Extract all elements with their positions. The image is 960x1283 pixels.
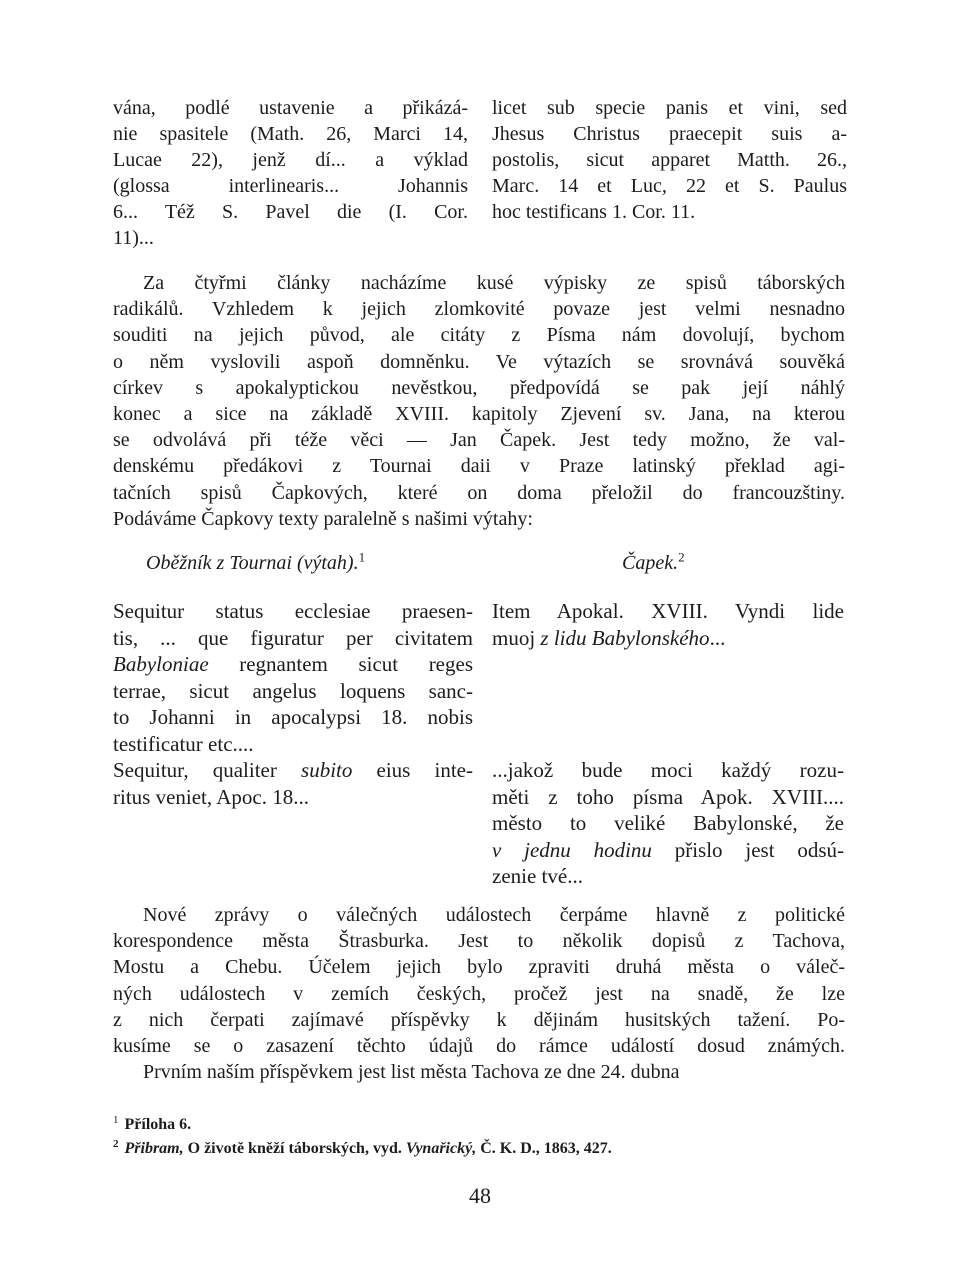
footnote-ref: 2 (678, 549, 685, 565)
text-line: zenie tvé... (492, 864, 583, 888)
text-line: (glossa interlinearis... Johannis (113, 175, 468, 197)
text-line: město to veliké Babylonské, že (492, 811, 844, 835)
text-line: radikálů. Vzhledem k jejich zlomkovité povaze jest velmi nesnadno (113, 298, 845, 321)
text-line: Podáváme Čapkovy texty paralelně s našimi výtahy: (113, 507, 533, 530)
text-fragment: ... (709, 625, 726, 650)
paragraph-intro (113, 270, 845, 532)
text-line: denskému předákovi z Tournai daii v Praze latinský překlad agi- (113, 455, 845, 478)
text-line: tis, ... que figuratur per civitatem (113, 625, 473, 650)
italic-word: subito (301, 758, 353, 782)
footnote-number: 2 (113, 1137, 119, 1150)
text-line: korespondence města Štrasburka. Jest to několik dopisů z Tachova, (113, 930, 845, 953)
heading-tournai-text: Oběžník z Tournai (výtah). (146, 552, 359, 574)
page-number: 48 (469, 1183, 491, 1208)
text-line (492, 837, 844, 864)
text-line: z nich čerpati zajímavé příspěvky k dějinám husitských tažení. Po- (113, 1008, 845, 1031)
footnote-2 (113, 1137, 845, 1161)
text-line: 11)... (113, 227, 154, 249)
footnote-editor: Vynařický, (405, 1140, 477, 1157)
text-line: souditi na jejich původ, ale citáty z Písma nám dovolují, bychom (113, 324, 845, 347)
text-line: Mostu a Chebu. Účelem jejich bylo zpraviti druhá města o váleč- (113, 956, 845, 979)
text-fragment: muoj (492, 625, 541, 650)
text-line: měti z toho písma Apok. XVIII.... (492, 784, 844, 809)
text-fragment: regnantem sicut reges (208, 652, 473, 676)
text-line: tačních spisů Čapkových, které on doma přeložil do francouzštiny. (113, 481, 845, 504)
text-line: 6... Též S. Pavel die (I. Cor. (113, 201, 468, 223)
text-fragment: přislo jest odsú- (651, 837, 844, 862)
text-line: terrae, sicut angelus loquens sanc- (113, 678, 473, 703)
text-line: Lucae 22), jenž dí... a výklad (113, 149, 468, 171)
text-line: Nové zprávy o válečných událostech čerpáme hlavně z politické (143, 904, 845, 926)
text-line: Prvním naším příspěvkem jest list města Tachova ze dne 24. dubna (143, 1061, 680, 1084)
paragraph-news (113, 902, 845, 1085)
text-line: ...jakož bude moci každý rozu- (492, 758, 844, 782)
italic-phrase: z lidu Babylonského (540, 625, 710, 650)
text-line: ných událostech v zemích českých, pročež jest na snadě, že lze (113, 982, 845, 1005)
text-line (113, 651, 473, 678)
text-line: Item Apokal. XVIII. Vyndi lide (492, 599, 844, 623)
footnote-text: Příloha 6. (124, 1116, 192, 1133)
footnote-author: Přibram, (124, 1140, 184, 1157)
italic-phrase: v jednu hodinu (492, 837, 652, 862)
text-line: to Johanni in apocalypsi 18. nobis (113, 705, 473, 729)
text-line: Za čtyřmi články nacházíme kusé výpisky ze spisů táborských (143, 272, 845, 294)
italic-word: Babyloniae (113, 652, 209, 676)
text-line: postolis, sicut apparet Matth. 26., (492, 149, 847, 171)
text-line: kusíme se o zasazení těchto údajů do rámce událostí dosud známých. (113, 1035, 845, 1058)
text-line: testificatur etc.... (113, 731, 254, 756)
text-fragment: Sequitur, qualiter (113, 758, 302, 782)
text-line: církev s apokalyptickou nevěstkou, předpovídá se pak její náhlý (113, 376, 845, 399)
text-line: o něm vyslovili aspoň domněnku. Ve výtazích se srovnává souvěká (113, 350, 845, 373)
footnote-text: Č. K. D., 1863, 427. (476, 1140, 612, 1157)
text-fragment: eius inte- (352, 758, 473, 782)
text-line: vána, podlé ustavenie a přikázá- (113, 97, 468, 119)
text-line: Jhesus Christus praecepit suis a- (492, 123, 847, 145)
heading-capek (622, 549, 685, 575)
heading-capek-text: Čapek. (622, 552, 679, 574)
text-line: licet sub specie panis et vini, sed (492, 97, 847, 119)
text-line (492, 625, 844, 652)
footnote-text: O životě kněží táborských, vyd. (183, 1140, 406, 1157)
czech-column (492, 598, 844, 651)
text-line: se odvolává při téže věci — Jan Čapek. Jest tedy možno, že val- (113, 429, 845, 452)
text-line: Marc. 14 et Luc, 22 et S. Paulus (492, 175, 847, 197)
footnote-1 (113, 1113, 845, 1137)
text-line: nie spasitele (Math. 26, Marci 14, (113, 123, 468, 145)
text-line: konec a sice na základě XVIII. kapitoly Zjevení sv. Jana, na kterou (113, 403, 845, 426)
text-line: ritus veniet, Apoc. 18... (113, 784, 309, 809)
text-line: hoc testificans 1. Cor. 11. (492, 201, 696, 223)
text-line: Sequitur status ecclesiae praesen- (113, 599, 473, 623)
text-line (113, 757, 473, 784)
latin-column (113, 598, 473, 810)
footnote-number: 1 (113, 1113, 119, 1126)
top-right-column (492, 95, 847, 225)
czech-column-b (492, 757, 844, 890)
footnote-ref: 1 (358, 549, 366, 565)
heading-tournai (146, 549, 366, 575)
footnotes (113, 1113, 845, 1161)
top-left-column (113, 95, 468, 251)
